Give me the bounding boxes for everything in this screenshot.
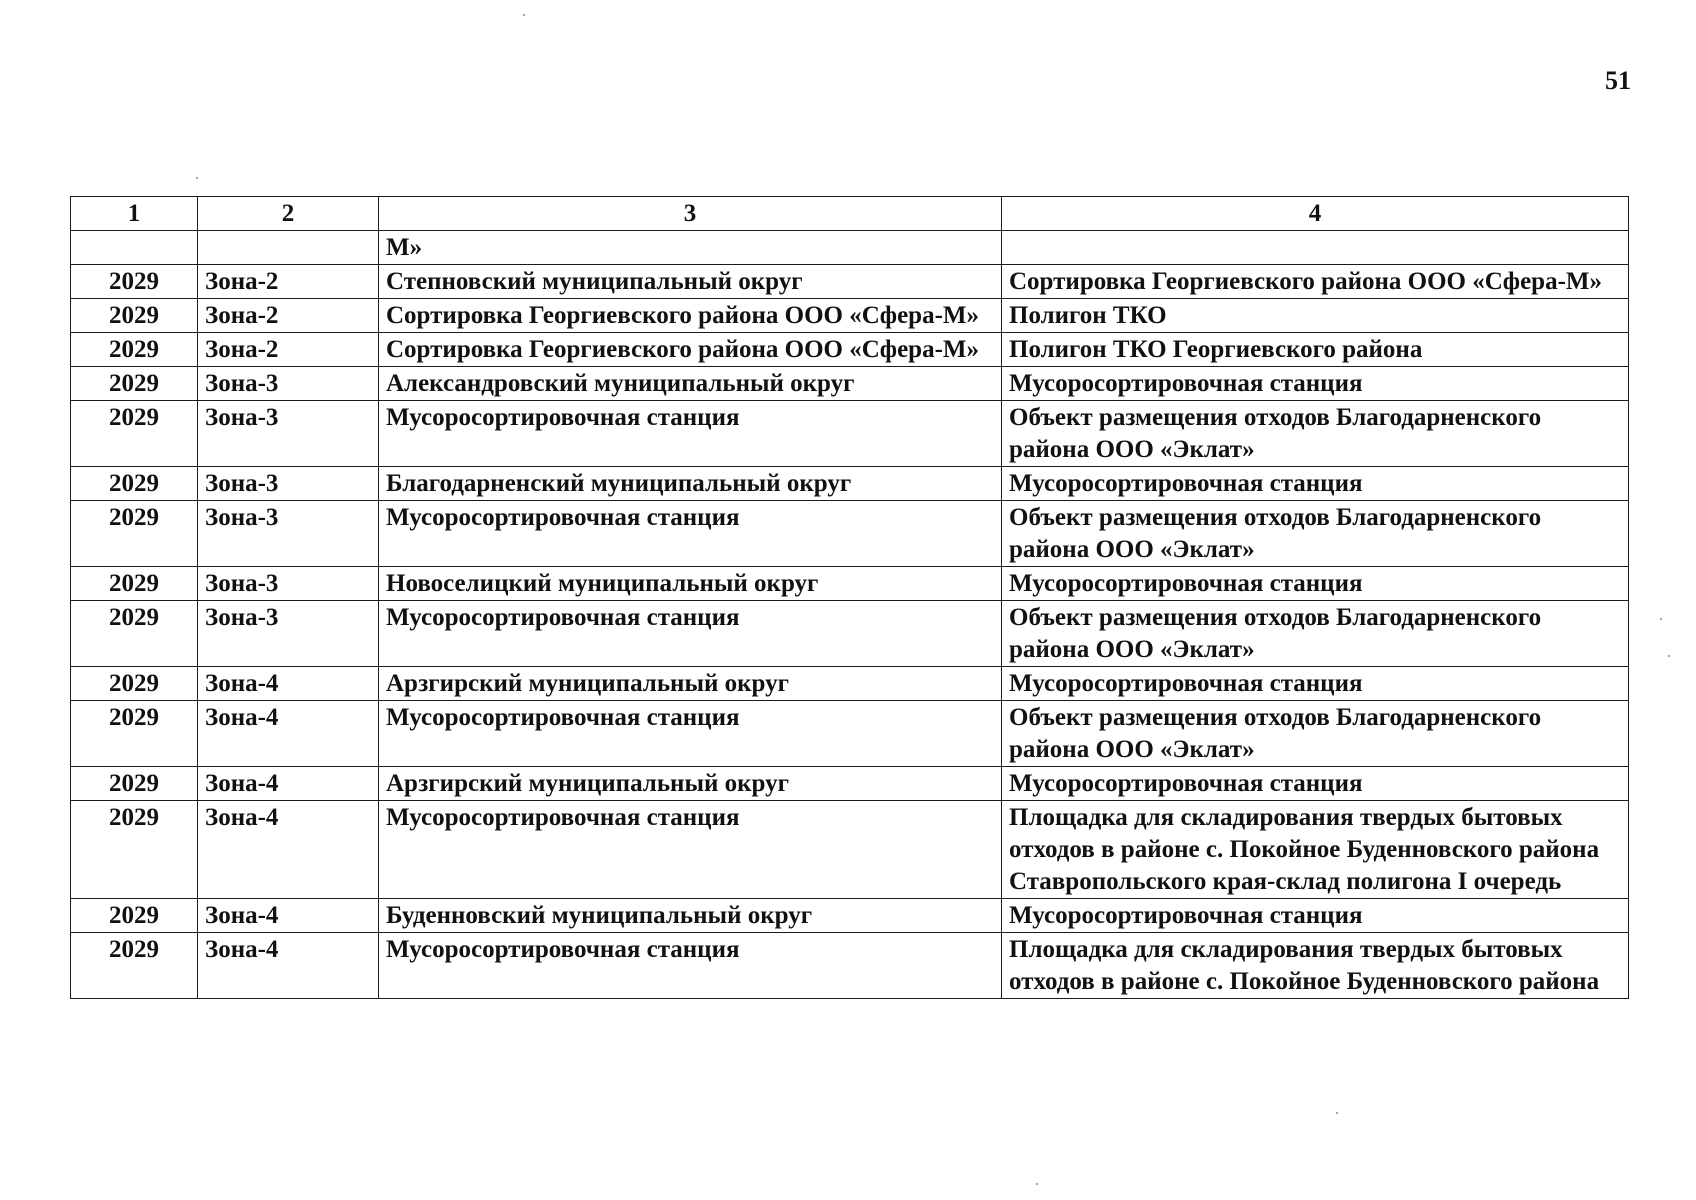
- cell-source: Мусоросортировочная станция: [379, 501, 1002, 567]
- cell-destination: Полигон ТКО Георгиевского района: [1002, 333, 1629, 367]
- cell-source: Сортировка Георгиевского района ООО «Сфера-М»: [379, 299, 1002, 333]
- cell-destination: Объект размещения отходов Благодарненского района ООО «Эклат»: [1002, 601, 1629, 667]
- cell-destination: Объект размещения отходов Благодарненского района ООО «Эклат»: [1002, 701, 1629, 767]
- cell-source: Арзгирский муниципальный округ: [379, 767, 1002, 801]
- cell-year: 2029: [71, 567, 198, 601]
- cell-source: Арзгирский муниципальный округ: [379, 667, 1002, 701]
- cell-year: 2029: [71, 467, 198, 501]
- cell-source: Александровский муниципальный округ: [379, 367, 1002, 401]
- cell-year: 2029: [71, 299, 198, 333]
- table-header-row: [71, 197, 1629, 231]
- cell-zone: Зона-2: [198, 333, 379, 367]
- cell-zone: Зона-4: [198, 767, 379, 801]
- cell-destination: Объект размещения отходов Благодарненского района ООО «Эклат»: [1002, 501, 1629, 567]
- table-row: [71, 701, 1629, 767]
- cell-destination: Мусоросортировочная станция: [1002, 767, 1629, 801]
- column-header: 2: [198, 197, 379, 231]
- scan-speck: [196, 177, 198, 179]
- scan-speck: [1660, 618, 1662, 620]
- table-row: [71, 367, 1629, 401]
- cell-year: 2029: [71, 265, 198, 299]
- cell-source: М»: [379, 231, 1002, 265]
- table-row: [71, 467, 1629, 501]
- cell-year: 2029: [71, 667, 198, 701]
- cell-zone: [198, 231, 379, 265]
- cell-zone: Зона-4: [198, 701, 379, 767]
- cell-source: Благодарненский муниципальный округ: [379, 467, 1002, 501]
- column-header: 4: [1002, 197, 1629, 231]
- table-row: [71, 333, 1629, 367]
- table-row: [71, 899, 1629, 933]
- table-row: [71, 299, 1629, 333]
- cell-zone: Зона-4: [198, 667, 379, 701]
- column-header: 1: [71, 197, 198, 231]
- table-row: [71, 667, 1629, 701]
- cell-zone: Зона-3: [198, 467, 379, 501]
- cell-destination: Мусоросортировочная станция: [1002, 899, 1629, 933]
- cell-year: 2029: [71, 701, 198, 767]
- table-row: [71, 801, 1629, 899]
- scan-speck: [1336, 1112, 1338, 1114]
- cell-zone: Зона-3: [198, 501, 379, 567]
- cell-year: 2029: [71, 933, 198, 999]
- cell-year: 2029: [71, 601, 198, 667]
- cell-zone: Зона-4: [198, 933, 379, 999]
- cell-year: 2029: [71, 767, 198, 801]
- table-row: [71, 265, 1629, 299]
- cell-zone: Зона-3: [198, 601, 379, 667]
- cell-zone: Зона-4: [198, 899, 379, 933]
- cell-zone: Зона-3: [198, 567, 379, 601]
- cell-destination: Мусоросортировочная станция: [1002, 467, 1629, 501]
- cell-year: [71, 231, 198, 265]
- table-row: [71, 401, 1629, 467]
- cell-zone: Зона-4: [198, 801, 379, 899]
- cell-source: Степновский муниципальный округ: [379, 265, 1002, 299]
- table-row: [71, 501, 1629, 567]
- cell-destination: Мусоросортировочная станция: [1002, 367, 1629, 401]
- cell-year: 2029: [71, 401, 198, 467]
- cell-source: Новоселицкий муниципальный округ: [379, 567, 1002, 601]
- cell-source: Мусоросортировочная станция: [379, 933, 1002, 999]
- cell-source: Мусоросортировочная станция: [379, 801, 1002, 899]
- table-row: [71, 601, 1629, 667]
- cell-zone: Зона-3: [198, 367, 379, 401]
- cell-year: 2029: [71, 333, 198, 367]
- cell-destination: Мусоросортировочная станция: [1002, 667, 1629, 701]
- cell-destination: Площадка для складирования твердых бытовых отходов в районе с. Покойное Буденновского района: [1002, 933, 1629, 999]
- cell-source: Буденновский муниципальный округ: [379, 899, 1002, 933]
- cell-destination: Объект размещения отходов Благодарненского района ООО «Эклат»: [1002, 401, 1629, 467]
- cell-source: Мусоросортировочная станция: [379, 701, 1002, 767]
- cell-year: 2029: [71, 501, 198, 567]
- table-row: [71, 767, 1629, 801]
- cell-source: Сортировка Георгиевского района ООО «Сфера-М»: [379, 333, 1002, 367]
- scan-speck: [1668, 655, 1670, 657]
- cell-destination: Мусоросортировочная станция: [1002, 567, 1629, 601]
- page-number: 51: [1605, 66, 1631, 95]
- cell-source: Мусоросортировочная станция: [379, 601, 1002, 667]
- cell-destination: Площадка для складирования твердых бытовых отходов в районе с. Покойное Буденновского района Ставропольского края-склад полигона I очередь: [1002, 801, 1629, 899]
- cell-year: 2029: [71, 367, 198, 401]
- table-row: [71, 933, 1629, 999]
- cell-destination: [1002, 231, 1629, 265]
- scan-speck: [523, 14, 525, 16]
- cell-year: 2029: [71, 899, 198, 933]
- cell-destination: Сортировка Георгиевского района ООО «Сфера-М»: [1002, 265, 1629, 299]
- cell-zone: Зона-2: [198, 265, 379, 299]
- waste-route-table: [70, 196, 1629, 999]
- cell-source: Мусоросортировочная станция: [379, 401, 1002, 467]
- table-body: [71, 231, 1629, 999]
- cell-zone: Зона-2: [198, 299, 379, 333]
- cell-zone: Зона-3: [198, 401, 379, 467]
- cell-destination: Полигон ТКО: [1002, 299, 1629, 333]
- table-row: [71, 231, 1629, 265]
- cell-year: 2029: [71, 801, 198, 899]
- scan-speck: [1036, 1183, 1038, 1185]
- table-row: [71, 567, 1629, 601]
- column-header: 3: [379, 197, 1002, 231]
